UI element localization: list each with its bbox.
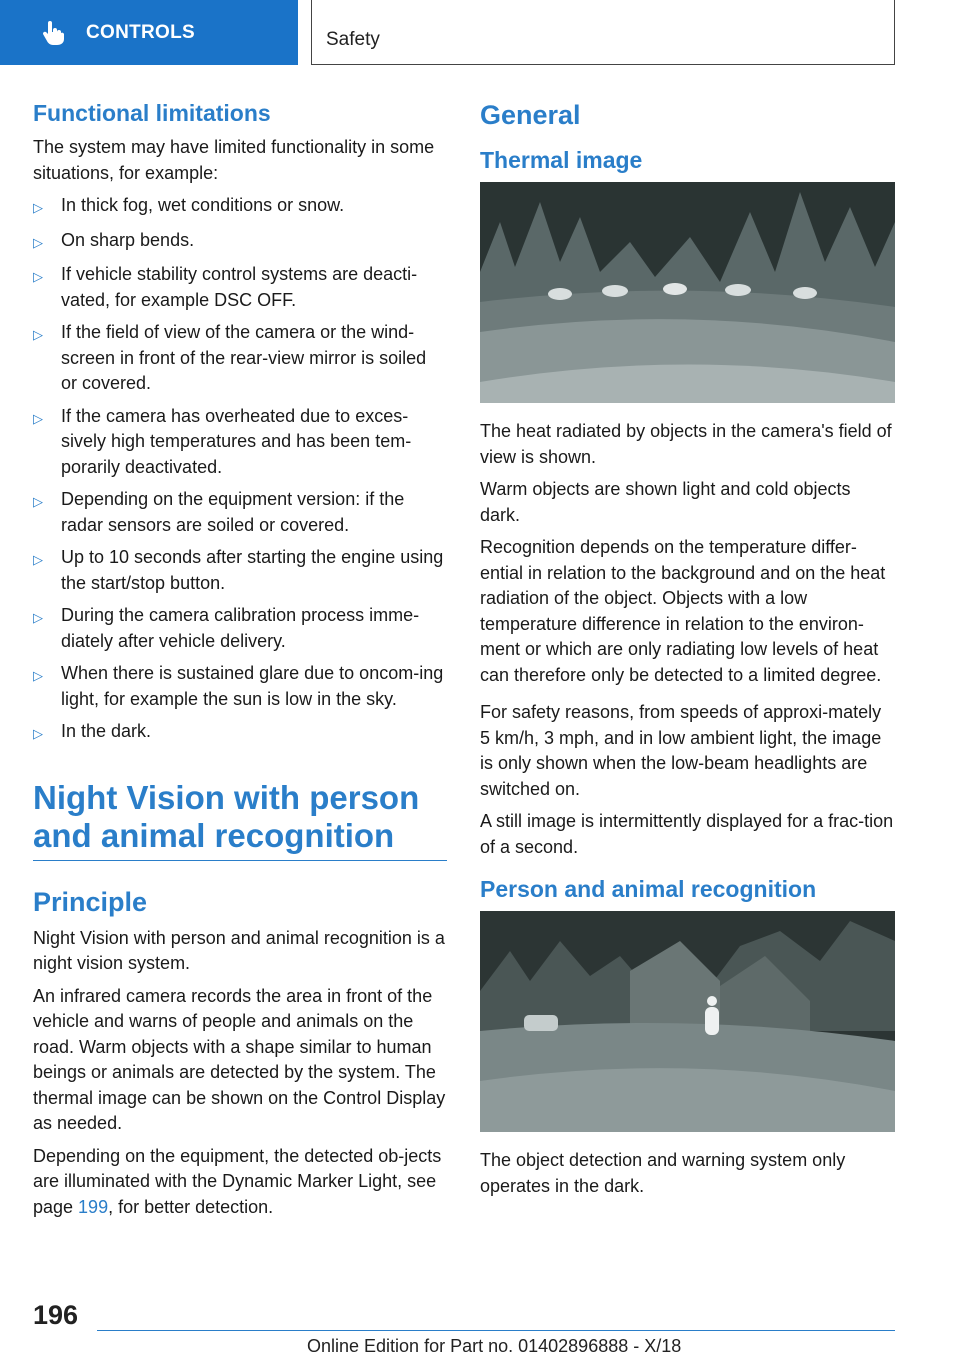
person-animal-heading: Person and animal recognition <box>480 876 817 902</box>
bullet-triangle-icon: ▷ <box>33 200 43 215</box>
limitation-item <box>33 487 447 538</box>
thermal-paragraph-2: Warm objects are shown light and cold objects dark. <box>480 479 851 525</box>
bullet-triangle-icon: ▷ <box>33 410 43 426</box>
limitation-item <box>33 603 447 654</box>
limitation-item <box>33 404 447 481</box>
limitations-list <box>33 193 447 747</box>
limitation-item <box>33 545 447 596</box>
bullet-triangle-icon: ▷ <box>33 269 43 284</box>
thermal-paragraph-4: For safety reasons, from speeds of approxi‐mately 5 km/h, 3 mph, and in low ambient light, the image is only shown when the low-beam headlights are switched on. <box>480 702 882 799</box>
night-vision-heading: Night Vision with person and animal recognition <box>33 778 420 854</box>
limitation-text: Depending on the equipment version: if the radar sensors are soiled or covered. <box>61 489 405 535</box>
hand-pointer-icon <box>40 20 66 46</box>
limitation-item <box>33 661 447 712</box>
limitation-text: In thick fog, wet conditions or snow. <box>61 195 345 215</box>
left-column <box>33 100 447 1227</box>
thermal-paragraph-5: A still image is intermittently displayed for a frac‐tion of a second. <box>480 811 894 857</box>
principle-text-end: , for better detection. <box>108 1196 274 1217</box>
thermal-image-heading: Thermal image <box>480 147 643 173</box>
person-recognition-photo <box>480 911 895 1132</box>
principle-heading: Principle <box>33 886 148 917</box>
limitation-text: On sharp bends. <box>61 229 195 250</box>
principle-text: Depending on the equipment, the detected ob‐jects are illuminated with the Dynamic Marker Light, see page <box>33 1145 442 1217</box>
functional-limitations-intro: The system may have limited functionality in some situations, for example: <box>33 137 435 183</box>
principle-paragraph-3 <box>33 1144 447 1221</box>
right-column <box>480 100 895 1206</box>
bullet-triangle-icon: ▷ <box>33 494 43 509</box>
functional-limitations-heading: Functional limitations <box>33 100 271 126</box>
principle-paragraph-2: An infrared camera records the area in front of the vehicle and warns of people and animals on the road. Warm objects with a shape similar to human beings or animals are detected by the system. The thermal image can be shown on the Control Display as needed. <box>33 985 446 1133</box>
bullet-triangle-icon: ▷ <box>33 552 43 567</box>
thermal-paragraph-3: Recognition depends on the temperature differ‐ential in relation to the background and on the heat radiation of the object. Objects with a low temperature difference in relation to the environ‐ment or which are only radiating low levels of heat can therefore only be detected to a limited degree. <box>480 537 886 685</box>
bullet-triangle-icon: ▷ <box>33 327 43 342</box>
limitation-text: If vehicle stability control systems are deacti‐vated, for example DSC OFF. <box>61 264 418 310</box>
limitation-item <box>33 719 447 747</box>
limitation-text: If the camera has overheated due to exces‐sively high temperatures and has been tem‐porarily deactivated. <box>61 405 412 477</box>
section-label: Safety <box>326 29 380 50</box>
limitation-item <box>33 320 447 397</box>
person-paragraph-1: The object detection and warning system only operates in the dark. <box>480 1150 846 1196</box>
limitation-item <box>33 228 447 256</box>
page-number: 196 <box>33 1300 79 1330</box>
page-link-199[interactable]: 199 <box>78 1196 109 1217</box>
general-heading: General <box>480 100 581 130</box>
limitation-item <box>33 262 447 313</box>
bullet-triangle-icon: ▷ <box>33 234 43 250</box>
nv-heading-block <box>33 779 447 861</box>
limitation-text: If the field of view of the camera or the wind‐screen in front of the rear-view mirror is soiled or covered. <box>61 322 427 393</box>
thermal-image-photo <box>480 182 895 403</box>
limitation-text: During the camera calibration process imme‐diately after vehicle delivery. <box>61 605 420 651</box>
limitation-text: Up to 10 seconds after starting the engine using the start/stop button. <box>61 547 444 593</box>
limitation-item <box>33 193 447 221</box>
section-header <box>311 0 895 65</box>
bullet-triangle-icon: ▷ <box>33 668 43 683</box>
principle-paragraph-1: Night Vision with person and animal recognition is a night vision system. <box>33 927 445 973</box>
footer-rule <box>97 1330 895 1331</box>
bullet-triangle-icon: ▷ <box>33 610 43 625</box>
bullet-triangle-icon: ▷ <box>33 726 43 741</box>
chapter-tab[interactable] <box>0 0 298 65</box>
limitation-text: When there is sustained glare due to oncom‐ing light, for example the sun is low in the sky. <box>61 663 444 709</box>
thermal-paragraph-1: The heat radiated by objects in the camera's field of view is shown. <box>480 421 892 467</box>
limitation-text: In the dark. <box>61 721 152 741</box>
chapter-label: CONTROLS <box>86 21 196 43</box>
footer-edition: Online Edition for Part no. 01402896888 - X/18 <box>307 1336 682 1356</box>
